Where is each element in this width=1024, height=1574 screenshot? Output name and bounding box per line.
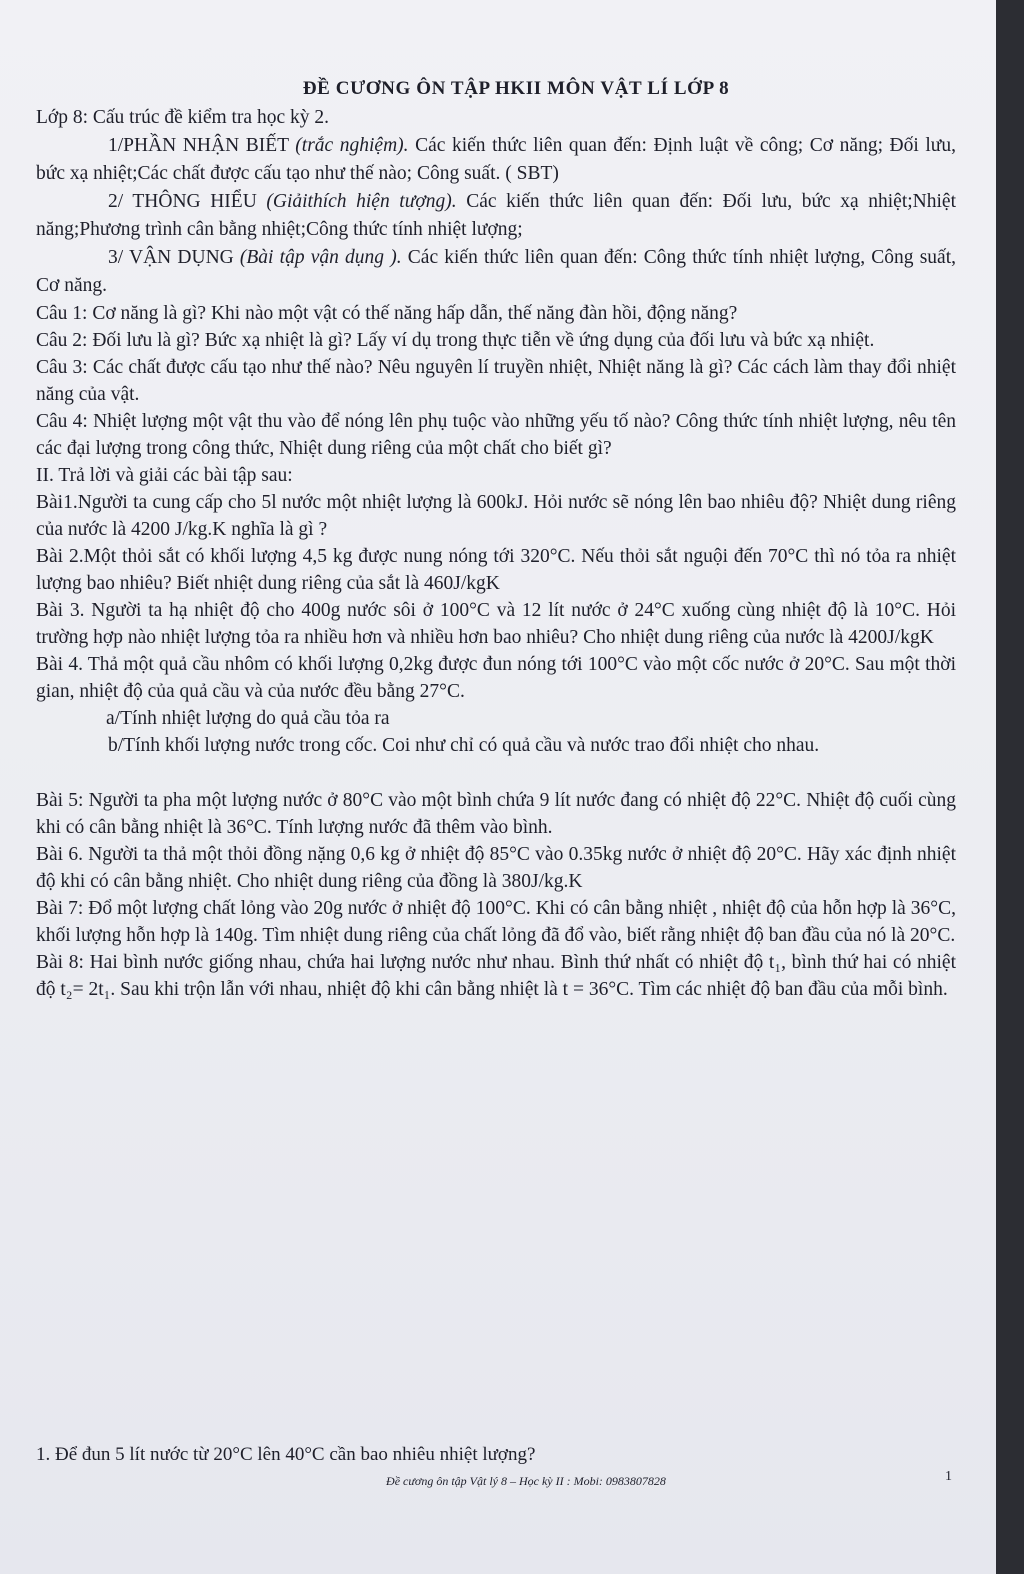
footer-credit: Đề cương ôn tập Vật lý 8 – Học kỳ II : Mobi: 0983807828: [386, 1474, 666, 1488]
question-2: Câu 2: Đối lưu là gì? Bức xạ nhiệt là gì? Lấy ví dụ trong thực tiễn về ứng dụng của đối lưu và bức xạ nhiệt.: [36, 330, 875, 351]
exercise-3: Bài 3. Người ta hạ nhiệt độ cho 400g nước sôi ở 100°C và 12 lít nước ở 24°C xuống cùng nhiệt độ là 10°C. Hỏi trường hợp nào nhiệt lượng tỏa ra nhiều hơn và nhiều hơn bao nhiêu? Cho nhiệt dung riêng của nước là 4200J/kgK: [36, 600, 956, 648]
part-understanding: [36, 188, 956, 244]
exercise-6: Bài 6. Người ta thả một thỏi đồng nặng 0,6 kg ở nhiệt độ 85°C vào 0.35kg nước ở nhiệt độ 20°C. Hãy xác định nhiệt độ khi có cân bằng nhiệt. Cho nhiệt dung riêng của đồng là 380J/kg.K: [36, 844, 956, 892]
part-heading: 2/ THÔNG HIỂU: [108, 191, 257, 212]
part-recognition: [36, 132, 956, 188]
last-question: 1. Để đun 5 lít nước từ 20°C lên 40°C cần bao nhiêu nhiệt lượng?: [36, 1444, 536, 1465]
exercise-5: Bài 5: Người ta pha một lượng nước ở 80°C vào một bình chứa 9 lít nước đang có nhiệt độ 22°C. Nhiệt độ cuối cùng khi có cân bằng nhiệt là 36°C. Tính lượng nước đã thêm vào bình.: [36, 790, 956, 838]
question-4: Câu 4: Nhiệt lượng một vật thu vào để nóng lên phụ tuộc vào những yếu tố nào? Công thức tính nhiệt lượng, nêu tên các đại lượng trong công thức, Nhiệt dung riêng của một chất cho biết gì?: [36, 411, 956, 459]
part-text: Các kiến thức liên quan đến: Định luật về công; Cơ năng; Đối lưu, bức xạ nhiệt;Các chất được cấu tạo như thế nào; Công suất. ( SBT): [36, 135, 956, 184]
page-title: ĐỀ CƯƠNG ÔN TẬP HKII MÔN VẬT LÍ LỚP 8: [302, 78, 730, 99]
exercise-7: Bài 7: Đổ một lượng chất lỏng vào 20g nước ở nhiệt độ 100°C. Khi có cân bằng nhiệt , nhiệt độ của hỗn hợp là 36°C, khối lượng hỗn hợp là 140g. Tìm nhiệt dung riêng của chất lỏng đã đổ vào, biết rằng nhiệt độ ban đầu của nó là 20°C.: [36, 898, 956, 946]
part-heading: 1/PHẦN NHẬN BIẾT: [108, 135, 289, 156]
exercise-4b: b/Tính khối lượng nước trong cốc. Coi như chỉ có quả cầu và nước trao đổi nhiệt cho nhau.: [108, 735, 820, 756]
part-text: Các kiến thức liên quan đến: Công thức tính nhiệt lượng, Công suất, Cơ năng.: [36, 247, 956, 296]
part-text: Các kiến thức liên quan đến: Đối lưu, bức xạ nhiệt;Nhiệt năng;Phương trình cân bằng nhiệt;Công thức tính nhiệt lượng;: [36, 191, 956, 240]
part-note: (trắc nghiệm).: [295, 135, 409, 156]
question-1: Câu 1: Cơ năng là gì? Khi nào một vật có thế năng hấp dẫn, thế năng đàn hồi, động năng?: [36, 303, 738, 324]
page-number: 1: [945, 1469, 952, 1484]
exercise-1: Bài1.Người ta cung cấp cho 5l nước một nhiệt lượng là 600kJ. Hỏi nước sẽ nóng lên bao nhiêu độ? Nhiệt dung riêng của nước là 4200 J/kg.K nghĩa là gì ?: [36, 492, 956, 540]
part-application: [36, 244, 956, 300]
exercise-8: Bài 8: Hai bình nước giống nhau, chứa hai lượng nước như nhau. Bình thứ nhất có nhiệt độ t₁, bình thứ hai có nhiệt độ t₂= 2t₁. Sau khi trộn lẫn với nhau, nhiệt độ khi cân bằng nhiệt là t = 36°C. Tìm các nhiệt độ ban đầu của mỗi bình.: [36, 952, 956, 1000]
intro-line: Lớp 8: Cấu trúc đề kiểm tra học kỳ 2.: [36, 107, 329, 128]
part-note: (Bài tập vận dụng ).: [239, 247, 402, 268]
exercise-4: Bài 4. Thả một quả cầu nhôm có khối lượng 0,2kg được đun nóng tới 100°C vào một cốc nước ở 20°C. Sau một thời gian, nhiệt độ của quả cầu và của nước đều bằng 27°C.: [36, 654, 956, 702]
footer: [36, 1442, 956, 1494]
part-note: (Giảithích hiện tượng).: [266, 191, 457, 212]
question-3: Câu 3: Các chất được cấu tạo như thế nào? Nêu nguyên lí truyền nhiệt, Nhiệt năng là gì? Các cách làm thay đổi nhiệt năng của vật.: [36, 357, 956, 405]
section-2-heading: II. Trả lời và giải các bài tập sau:: [36, 465, 293, 486]
blank-gap: [36, 759, 956, 787]
part-heading: 3/ VẬN DỤNG: [108, 247, 234, 268]
exercise-4a: a/Tính nhiệt lượng do quả cầu tỏa ra: [106, 708, 390, 729]
exercise-2: Bài 2.Một thỏi sắt có khối lượng 4,5 kg được nung nóng tới 320°C. Nếu thỏi sắt nguội đến 70°C thì nó tỏa ra nhiệt lượng bao nhiêu? Biết nhiệt dung riêng của sắt là 460J/kgK: [36, 546, 956, 594]
